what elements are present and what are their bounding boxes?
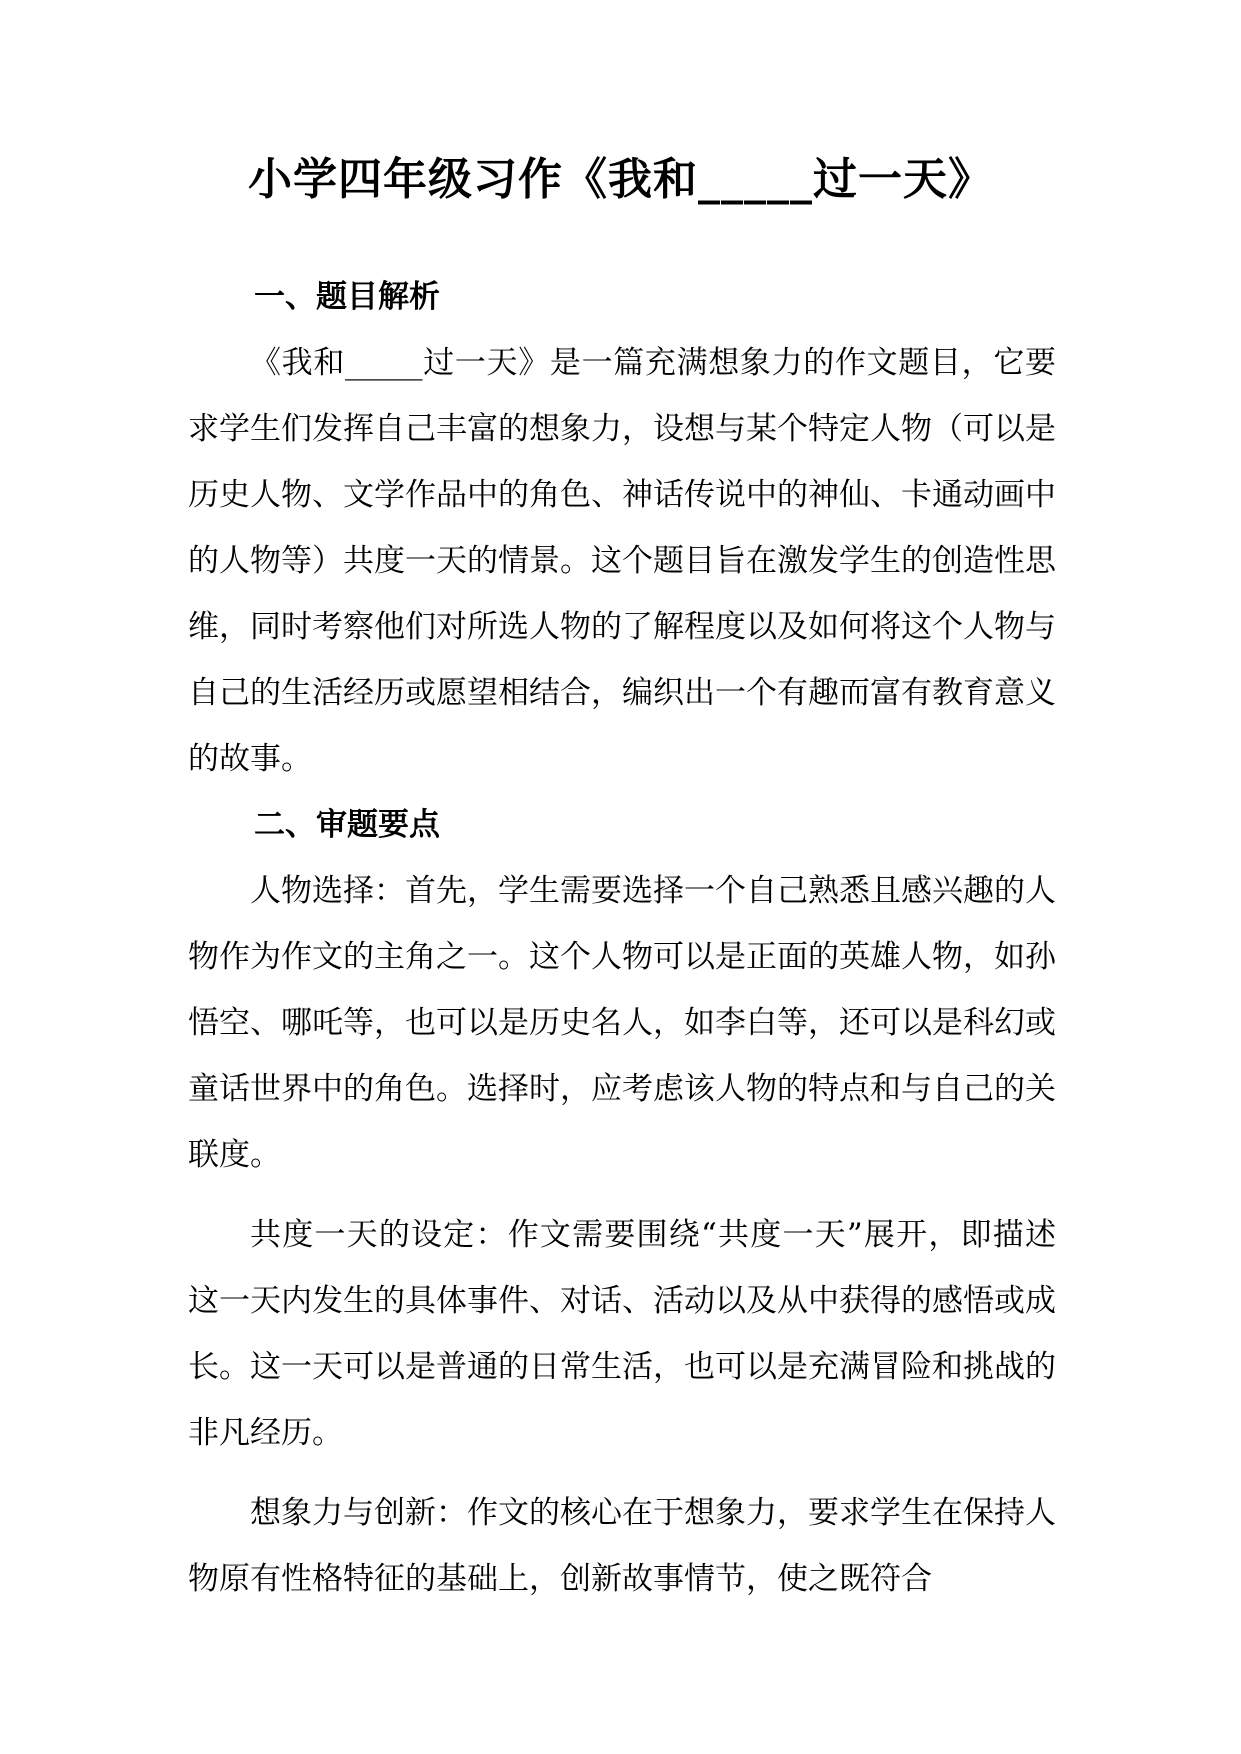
paragraph-imagination: 想象力与创新：作文的核心在于想象力，要求学生在保持人物原有性格特征的基础上，创新故事情节，使之既符合 [188,1495,1056,1597]
section-heading-analysis: 一、题目解析 [254,279,440,315]
paragraph-character-choice: 人物选择：首先，学生需要选择一个自己熟悉且感兴趣的人物作为作文的主角之一。这个人物可以是正面的英雄人物，如孙悟空、哪吒等，也可以是历史名人，如李白等，还可以是科幻或童话世界中的角色。选择时，应考虑该人物的特点和与自己的关联度。 [188,873,1056,1173]
document-body [188,279,1056,1612]
section-heading-key-points: 二、审题要点 [254,807,440,843]
paragraph-day-setting: 共度一天的设定：作文需要围绕“共度一天”展开，即描述这一天内发生的具体事件、对话、活动以及从中获得的感悟或成长。这一天可以是普通的日常生活，也可以是充满冒险和挑战的非凡经历。 [188,1217,1056,1451]
document-title: 小学四年级习作《我和_____过一天》 [248,154,993,205]
paragraph-analysis: 《我和_____过一天》是一篇充满想象力的作文题目，它要求学生们发挥自己丰富的想象力，设想与某个特定人物（可以是历史人物、文学作品中的角色、神话传说中的神仙、卡通动画中的人物等）共度一天的情景。这个题目旨在激发学生的创造性思维，同时考察他们对所选人物的了解程度以及如何将这个人物与自己的生活经历或愿望相结合，编织出一个有趣而富有教育意义的故事。 [188,345,1056,777]
